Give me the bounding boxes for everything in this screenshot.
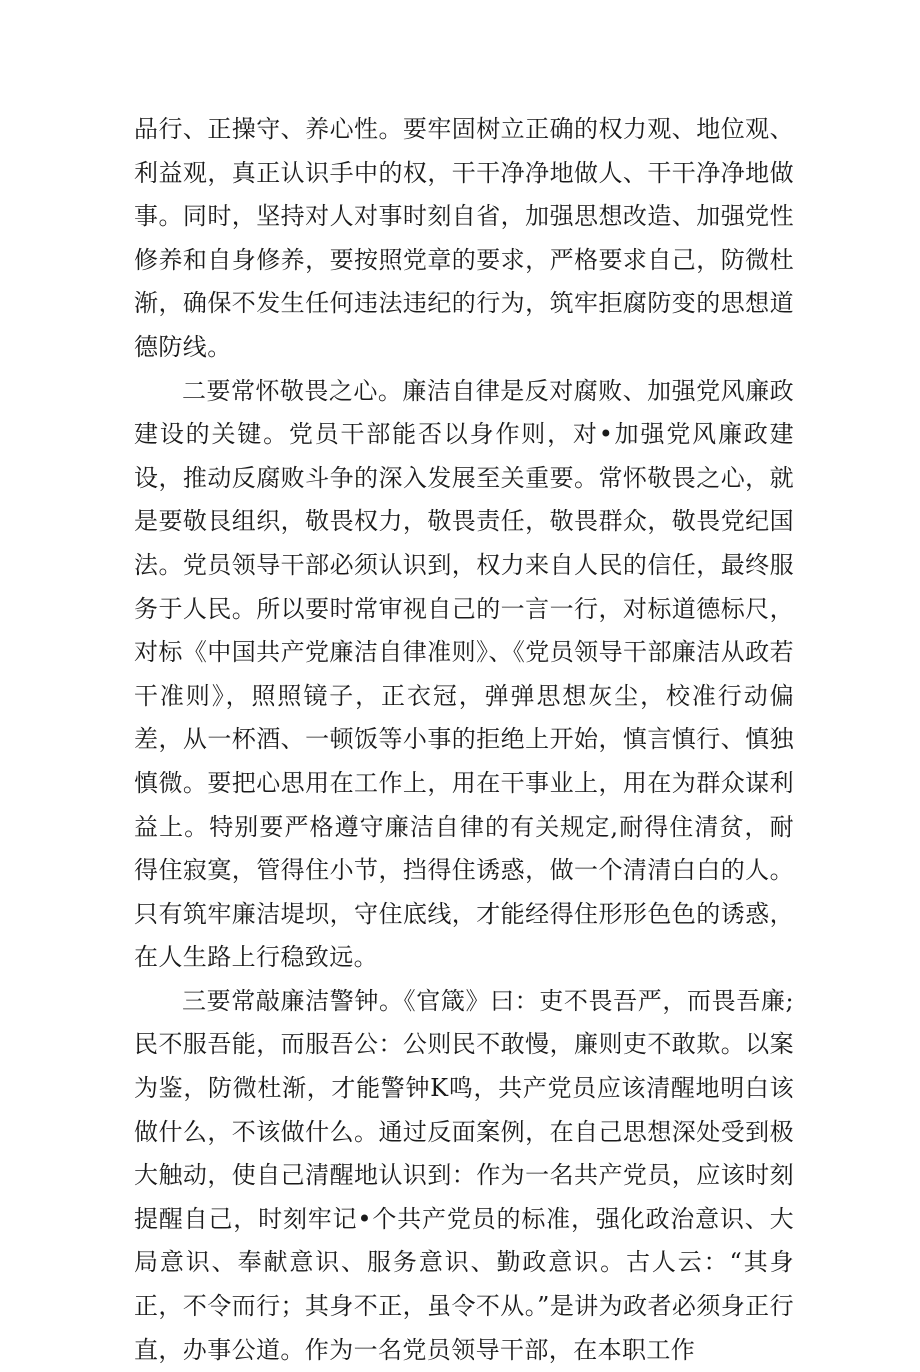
paragraph-continuation: 品行、正操守、养心性。要牢固树立正确的权力观、地位观、利益观，真正认识手中的权，干干净净地做人、干干净净地做事。同时，坚持对人对事时刻自省，加强思想改造、加强党性修养和自身修养，要按照党章的要求，严格要求自己，防微杜渐，确保不发生任何违法违纪的行为，筑牢拒腐防变的思想道德防线。 bbox=[134, 115, 794, 361]
paragraph-warning-bell: 三要常敲廉洁警钟。《官箴》曰：吏不畏吾严，而畏吾廉;民不服吾能，而服吾公：公则民不敢慢，廉则吏不敢欺。以案为鉴，防微杜渐，才能警钟K鸣，共产党员应该清醒地明白该做什么，不该做什么。通过反面案例，在自己思想深处受到极大触动，使自己清醒地认识到：作为一名共产党员，应该时刻提醒自己，时刻牢记•个共产党员的标准，强化政治意识、大局意识、奉献意识、服务意识、勤政意识。古人云：“其身正，不令而行；其身不正，虽令不从。”是讲为政者必须身正行直，办事公道。作为一名党员领导干部，在本职工作 bbox=[134, 986, 794, 1364]
paragraph-awe: 二要常怀敬畏之心。廉洁自律是反对腐败、加强党风廉政建设的关键。党员干部能否以身作则，对•加强党风廉政建设，推动反腐败斗争的深入发展至关重要。常怀敬畏之心，就是要敬艮组织，敬畏权力，敬畏责任，敬畏群众，敬畏党纪国法。党员领导干部必须认识到，权力来自人民的信任，最终服务于人民。所以要时常审视自己的一言一行，对标道德标尺，对标《中国共产党廉洁自律准则》、《党员领导干部廉洁从政若干准则》，照照镜子，正衣冠，弹弹思想灰尘，校准行动偏差，从一杯酒、一顿饭等小事的拒绝上开始，慎言慎行、慎独慎微。要把心思用在工作上，用在干事业上，用在为群众谋利益上。特别要严格遵守廉洁自律的有关规定,耐得住清贫，耐得住寂寞，管得住小节，挡得住诱惑，做一个清清白白的人。只有筑牢廉洁堤坝，守住底线，才能经得住形形色色的诱惑，在人生路上行稳致远。 bbox=[134, 376, 794, 972]
document-body bbox=[134, 108, 794, 1372]
